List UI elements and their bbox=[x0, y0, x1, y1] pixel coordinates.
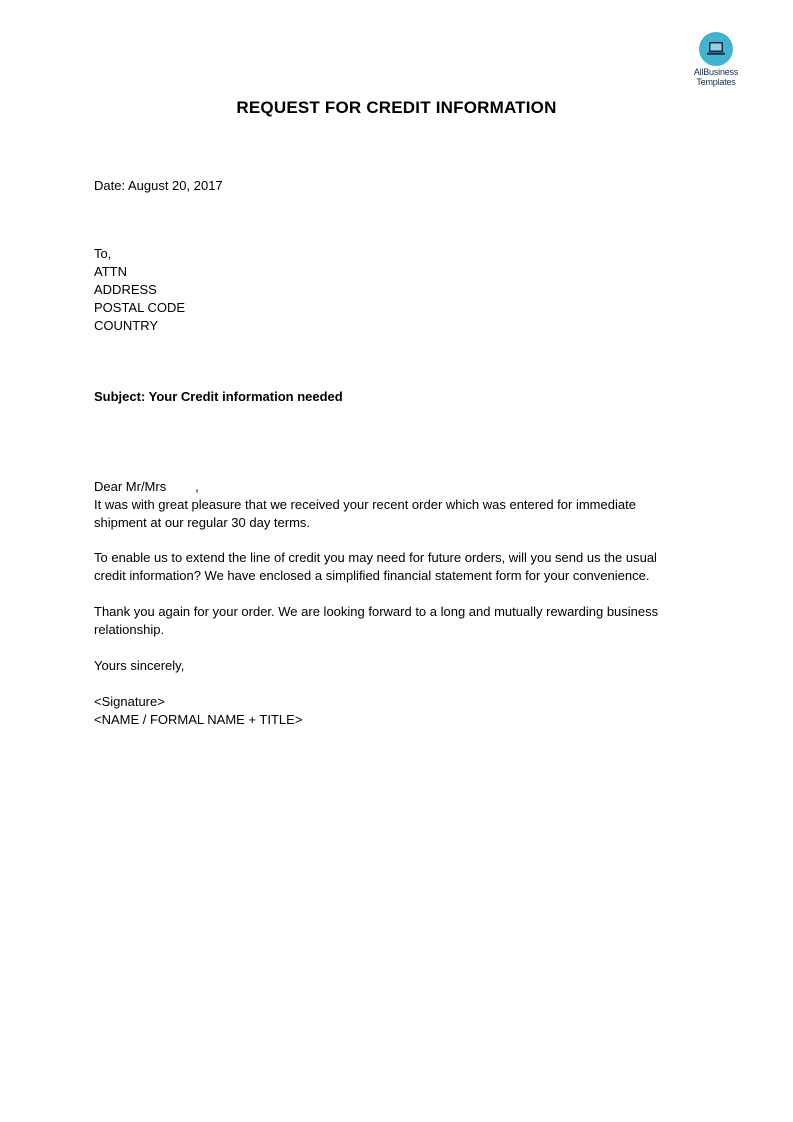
paragraph-3-line-1: Thank you again for your order. We are looking forward to a long and mutually rewarding business bbox=[94, 604, 659, 619]
brand-logo bbox=[686, 32, 746, 87]
paragraph-1-line-2: shipment at our regular 30 day terms. bbox=[94, 515, 311, 530]
laptop-icon bbox=[706, 40, 726, 58]
recipient-address: ADDRESS bbox=[94, 282, 157, 297]
subject-line bbox=[94, 388, 694, 406]
logo-text-line2: Templates bbox=[696, 77, 736, 87]
recipient-country: COUNTRY bbox=[94, 318, 159, 333]
paragraph-2-line-1: To enable us to extend the line of credit you may need for future orders, will you send us the usual bbox=[94, 550, 657, 565]
recipient-postal-code: POSTAL CODE bbox=[94, 300, 186, 315]
recipient-to: To, bbox=[94, 246, 112, 261]
paragraph-1-line-1: It was with great pleasure that we received your recent order which was entered for immediate bbox=[94, 497, 636, 512]
recipient-block bbox=[94, 245, 694, 335]
salutation-text: Dear Mr/Mrs , bbox=[94, 479, 199, 494]
paragraph-2 bbox=[94, 549, 694, 585]
signature-placeholder: <Signature> bbox=[94, 694, 165, 709]
logo-badge bbox=[699, 32, 733, 66]
date-line bbox=[94, 177, 694, 195]
document-title: REQUEST FOR CREDIT INFORMATION bbox=[236, 98, 557, 117]
logo-text-line1: AllBusiness bbox=[693, 67, 739, 77]
paragraph-3 bbox=[94, 603, 694, 639]
name-title-placeholder: <NAME / FORMAL NAME + TITLE> bbox=[94, 712, 303, 727]
closing-text: Yours sincerely, bbox=[94, 658, 185, 673]
recipient-attn: ATTN bbox=[94, 264, 127, 279]
subject-text: Subject: Your Credit information needed bbox=[94, 389, 343, 404]
paragraph-3-line-2: relationship. bbox=[94, 622, 165, 637]
paragraph-1 bbox=[94, 496, 694, 532]
signature-block bbox=[94, 693, 694, 729]
date-text: Date: August 20, 2017 bbox=[94, 178, 223, 193]
paragraph-2-line-2: credit information? We have enclosed a simplified financial statement form for your convenience. bbox=[94, 568, 650, 583]
closing bbox=[94, 657, 694, 675]
